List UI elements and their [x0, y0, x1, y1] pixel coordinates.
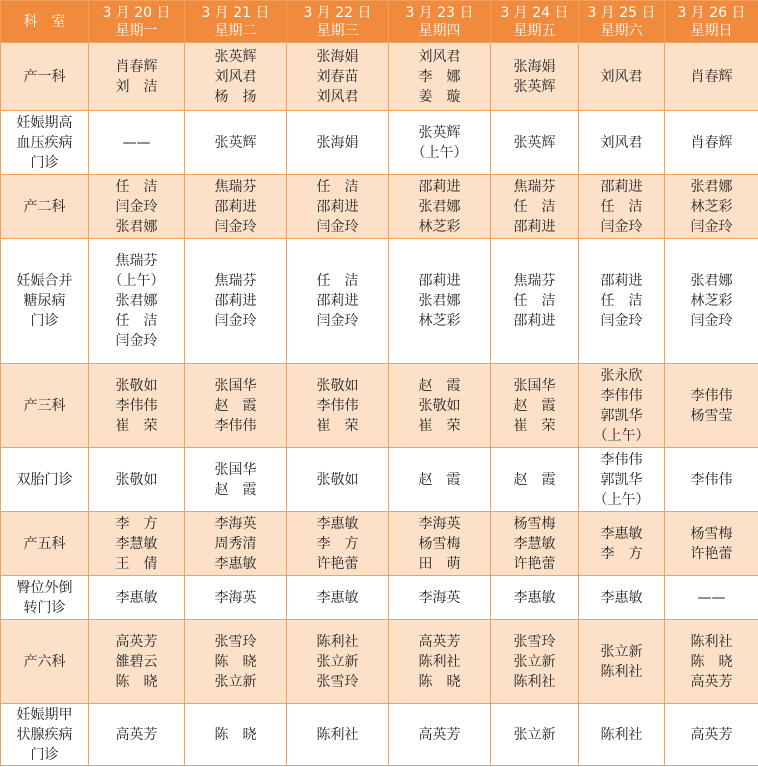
duty-cell: 李惠敏 [89, 576, 185, 620]
weekday-label: 星期六 [600, 22, 643, 39]
dept-cell: 臀位外倒 转门诊 [1, 576, 89, 620]
day-header [579, 1, 665, 43]
duty-cell: 赵 霞 [491, 448, 579, 512]
duty-cell: 张海娟 张英辉 [491, 43, 579, 111]
duty-cell: 李伟伟 [665, 448, 758, 512]
table-row [1, 448, 758, 512]
table-row [1, 512, 758, 576]
dept-header: 科 室 [1, 1, 89, 43]
duty-cell: 邵莉进 任 洁 闫金玲 [579, 239, 665, 364]
duty-cell: 李伟伟 杨雪莹 [665, 364, 758, 448]
day-header [389, 1, 491, 43]
duty-cell: 焦瑞芬 任 洁 邵莉进 [491, 175, 579, 239]
duty-cell: 杨雪梅 许艳蕾 [665, 512, 758, 576]
duty-cell: 李惠敏 李 方 [579, 512, 665, 576]
date-label: 3 月 22 日 [303, 4, 372, 21]
dept-cell: 产二科 [1, 175, 89, 239]
duty-cell: 肖春辉 刘 洁 [89, 43, 185, 111]
date-label: 3 月 25 日 [587, 4, 656, 21]
duty-cell: 焦瑞芬 邵莉进 闫金玲 [185, 239, 287, 364]
duty-cell: 李 方 李慧敏 王 倩 [89, 512, 185, 576]
duty-cell: 张英辉 刘风君 杨 扬 [185, 43, 287, 111]
duty-cell: 陈利社 张立新 张雪玲 [287, 620, 389, 704]
duty-cell: 陈 晓 [185, 704, 287, 766]
duty-cell: 焦瑞芬 邵莉进 闫金玲 [185, 175, 287, 239]
duty-cell: 李海英 [185, 576, 287, 620]
date-label: 3 月 26 日 [677, 4, 746, 21]
duty-cell: 张立新 陈利社 [579, 620, 665, 704]
duty-cell: 张国华 赵 霞 [185, 448, 287, 512]
dept-cell: 产三科 [1, 364, 89, 448]
duty-cell: 张君娜 林芝彩 闫金玲 [665, 175, 758, 239]
duty-cell: 李海英 [389, 576, 491, 620]
header-row [1, 1, 758, 43]
table-row [1, 704, 758, 766]
dept-cell: 妊娠期高 血压疾病 门诊 [1, 111, 89, 175]
weekday-label: 星期日 [690, 22, 733, 39]
duty-cell: 李惠敏 李 方 许艳蕾 [287, 512, 389, 576]
duty-cell: —— [665, 576, 758, 620]
duty-cell: 张敬如 [89, 448, 185, 512]
duty-cell: 陈利社 [287, 704, 389, 766]
date-label: 3 月 21 日 [201, 4, 270, 21]
weekday-label: 星期二 [214, 22, 257, 39]
weekday-label: 星期五 [513, 22, 556, 39]
duty-cell: 高英芳 [89, 704, 185, 766]
duty-cell: 张雪玲 陈 晓 张立新 [185, 620, 287, 704]
table-row [1, 576, 758, 620]
duty-cell: 张敬如 [287, 448, 389, 512]
dept-cell: 妊娠期甲 状腺疾病 门诊 [1, 704, 89, 766]
date-label: 3 月 24 日 [500, 4, 569, 21]
date-label: 3 月 20 日 [102, 4, 171, 21]
duty-cell: 高英芳 雒碧云 陈 晓 [89, 620, 185, 704]
duty-cell: 刘风君 李 娜 姜 璇 [389, 43, 491, 111]
dept-cell: 产六科 [1, 620, 89, 704]
duty-cell: 李惠敏 [579, 576, 665, 620]
duty-cell: 李海英 周秀清 李惠敏 [185, 512, 287, 576]
duty-cell: 刘风君 [579, 111, 665, 175]
duty-cell: 张英辉 （上午） [389, 111, 491, 175]
dept-cell: 产五科 [1, 512, 89, 576]
weekday-label: 星期三 [316, 22, 359, 39]
table-row [1, 620, 758, 704]
dept-cell: 妊娠合并 糖尿病 门诊 [1, 239, 89, 364]
duty-cell: 张君娜 林芝彩 闫金玲 [665, 239, 758, 364]
duty-cell: 邵莉进 张君娜 林芝彩 [389, 175, 491, 239]
duty-cell: 张立新 [491, 704, 579, 766]
duty-cell: 张英辉 [185, 111, 287, 175]
duty-cell: 任 洁 闫金玲 张君娜 [89, 175, 185, 239]
duty-cell: 陈利社 陈 晓 高英芳 [665, 620, 758, 704]
weekday-label: 星期四 [418, 22, 461, 39]
duty-cell: 陈利社 [579, 704, 665, 766]
duty-cell: 任 洁 邵莉进 闫金玲 [287, 239, 389, 364]
duty-cell: 刘风君 [579, 43, 665, 111]
duty-cell: 邵莉进 任 洁 闫金玲 [579, 175, 665, 239]
duty-cell: 杨雪梅 李慧敏 许艳蕾 [491, 512, 579, 576]
duty-cell: 焦瑞芬 （上午） 张君娜 任 洁 闫金玲 [89, 239, 185, 364]
duty-cell: 李海英 杨雪梅 田 萌 [389, 512, 491, 576]
duty-cell: 张海娟 [287, 111, 389, 175]
duty-cell: 任 洁 邵莉进 闫金玲 [287, 175, 389, 239]
duty-cell: 张敬如 李伟伟 崔 荣 [287, 364, 389, 448]
duty-cell: 肖春辉 [665, 43, 758, 111]
duty-cell: 赵 霞 张敬如 崔 荣 [389, 364, 491, 448]
day-header [89, 1, 185, 43]
table-row [1, 111, 758, 175]
table-row [1, 364, 758, 448]
duty-cell: 张国华 赵 霞 崔 荣 [491, 364, 579, 448]
duty-cell: 张敬如 李伟伟 崔 荣 [89, 364, 185, 448]
duty-cell: 肖春辉 [665, 111, 758, 175]
duty-cell: 张永欣 李伟伟 郭凯华 （上午） [579, 364, 665, 448]
duty-cell: 焦瑞芬 任 洁 邵莉进 [491, 239, 579, 364]
weekday-label: 星期一 [115, 22, 158, 39]
table-row [1, 175, 758, 239]
duty-cell: 高英芳 陈利社 陈 晓 [389, 620, 491, 704]
duty-cell: 张国华 赵 霞 李伟伟 [185, 364, 287, 448]
date-label: 3 月 23 日 [405, 4, 474, 21]
table-row [1, 239, 758, 364]
duty-cell: —— [89, 111, 185, 175]
day-header [665, 1, 758, 43]
duty-cell: 李伟伟 郭凯华 （上午） [579, 448, 665, 512]
dept-cell: 产一科 [1, 43, 89, 111]
table-row [1, 43, 758, 111]
duty-cell: 张海娟 刘春苗 刘风君 [287, 43, 389, 111]
duty-cell: 高英芳 [665, 704, 758, 766]
duty-cell: 张雪玲 张立新 陈利社 [491, 620, 579, 704]
duty-cell: 张英辉 [491, 111, 579, 175]
day-header [491, 1, 579, 43]
duty-cell: 赵 霞 [389, 448, 491, 512]
duty-cell: 高英芳 [389, 704, 491, 766]
duty-cell: 李惠敏 [491, 576, 579, 620]
day-header [185, 1, 287, 43]
duty-cell: 李惠敏 [287, 576, 389, 620]
duty-cell: 邵莉进 张君娜 林芝彩 [389, 239, 491, 364]
dept-cell: 双胎门诊 [1, 448, 89, 512]
day-header [287, 1, 389, 43]
